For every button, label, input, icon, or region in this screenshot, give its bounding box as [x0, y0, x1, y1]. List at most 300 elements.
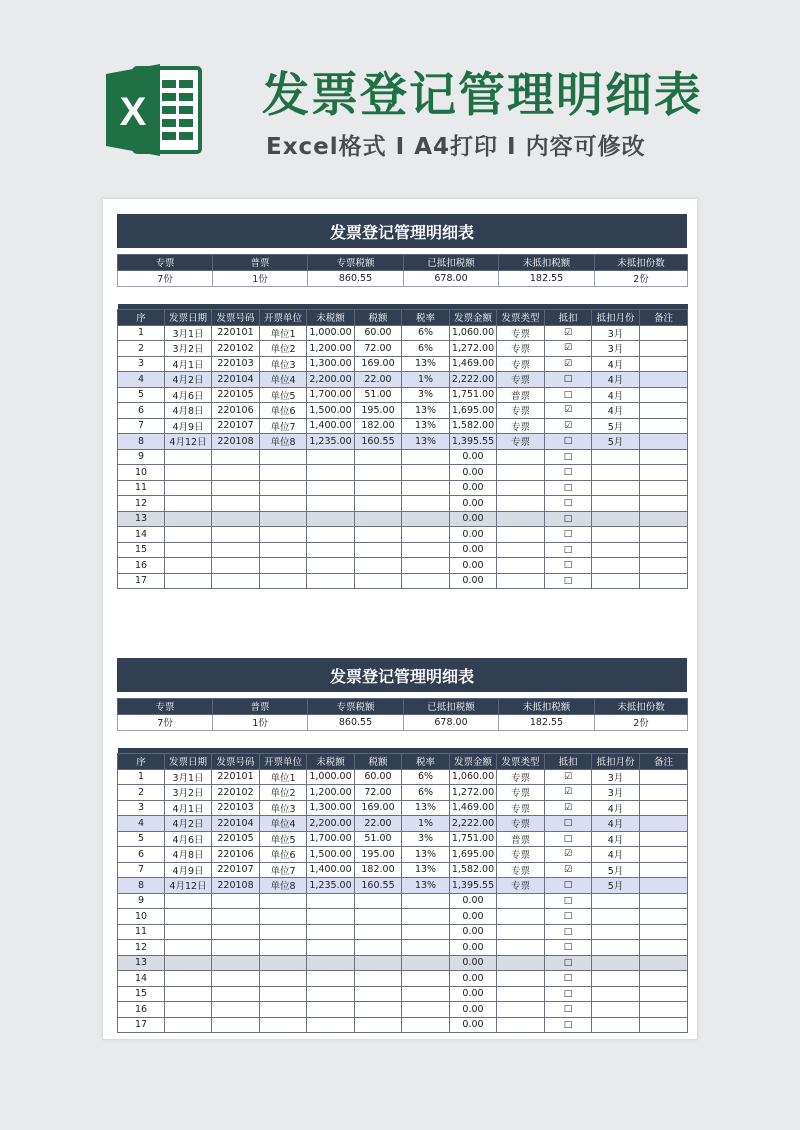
table-cell[interactable] [165, 1017, 212, 1033]
table-cell[interactable] [355, 986, 402, 1002]
table-cell[interactable] [640, 924, 688, 940]
deduct-checkbox[interactable]: □ [545, 1002, 592, 1018]
table-cell[interactable]: 9 [118, 893, 165, 909]
table-cell[interactable] [260, 1002, 307, 1018]
table-cell[interactable] [355, 542, 402, 558]
deduct-checkbox[interactable]: ☑ [545, 862, 592, 878]
table-cell[interactable] [165, 573, 212, 589]
table-cell[interactable]: 1,582.00 [450, 862, 497, 878]
table-cell[interactable]: 51.00 [355, 387, 402, 403]
table-cell[interactable]: 单位7 [260, 418, 307, 434]
table-cell[interactable] [165, 558, 212, 574]
table-cell[interactable] [212, 986, 260, 1002]
table-cell[interactable] [592, 1002, 640, 1018]
table-cell[interactable] [402, 955, 450, 971]
table-cell[interactable]: 4月12日 [165, 434, 212, 450]
table-cell[interactable] [592, 496, 640, 512]
table-cell[interactable]: 220103 [212, 800, 260, 816]
summary-value[interactable]: 182.55 [499, 714, 595, 730]
table-cell[interactable]: 1,469.00 [450, 800, 497, 816]
table-cell[interactable]: 6% [402, 769, 450, 785]
table-cell[interactable]: 22.00 [355, 372, 402, 388]
table-cell[interactable]: 5月 [592, 878, 640, 894]
table-cell[interactable]: 1% [402, 816, 450, 832]
table-cell[interactable]: 1,235.00 [307, 878, 355, 894]
table-cell[interactable]: 1,400.00 [307, 862, 355, 878]
table-cell[interactable] [307, 924, 355, 940]
table-cell[interactable] [402, 527, 450, 543]
table-cell[interactable] [497, 527, 545, 543]
table-cell[interactable]: 1,395.55 [450, 878, 497, 894]
table-cell[interactable] [165, 449, 212, 465]
table-cell[interactable]: 6% [402, 341, 450, 357]
table-cell[interactable]: 1,235.00 [307, 434, 355, 450]
table-cell[interactable]: 0.00 [450, 955, 497, 971]
table-cell[interactable]: 1,695.00 [450, 847, 497, 863]
table-cell[interactable]: 169.00 [355, 800, 402, 816]
table-cell[interactable]: 13% [402, 847, 450, 863]
table-cell[interactable] [592, 449, 640, 465]
table-cell[interactable] [402, 449, 450, 465]
table-cell[interactable]: 1,395.55 [450, 434, 497, 450]
table-cell[interactable] [497, 558, 545, 574]
table-cell[interactable]: 3月2日 [165, 785, 212, 801]
summary-value[interactable]: 678.00 [404, 270, 499, 286]
deduct-checkbox[interactable]: □ [545, 986, 592, 1002]
table-cell[interactable] [212, 511, 260, 527]
table-cell[interactable] [260, 465, 307, 481]
table-cell[interactable]: 专票 [497, 878, 545, 894]
table-cell[interactable]: 72.00 [355, 341, 402, 357]
table-cell[interactable]: 220101 [212, 769, 260, 785]
table-cell[interactable] [402, 971, 450, 987]
table-cell[interactable] [260, 558, 307, 574]
table-cell[interactable] [402, 986, 450, 1002]
table-cell[interactable]: 13% [402, 878, 450, 894]
deduct-checkbox[interactable]: □ [545, 831, 592, 847]
table-cell[interactable]: 0.00 [450, 893, 497, 909]
summary-value[interactable]: 1份 [213, 714, 308, 730]
table-cell[interactable] [497, 971, 545, 987]
table-cell[interactable]: 195.00 [355, 403, 402, 419]
table-cell[interactable]: 单位2 [260, 785, 307, 801]
table-cell[interactable] [402, 558, 450, 574]
table-cell[interactable]: 6% [402, 785, 450, 801]
table-cell[interactable] [260, 527, 307, 543]
table-cell[interactable] [402, 480, 450, 496]
table-cell[interactable]: 4月 [592, 831, 640, 847]
table-cell[interactable]: 0.00 [450, 449, 497, 465]
table-cell[interactable]: 220106 [212, 403, 260, 419]
table-cell[interactable] [402, 573, 450, 589]
table-cell[interactable] [640, 387, 688, 403]
deduct-checkbox[interactable]: □ [545, 924, 592, 940]
table-cell[interactable]: 4 [118, 372, 165, 388]
table-cell[interactable] [212, 893, 260, 909]
table-cell[interactable] [355, 449, 402, 465]
table-cell[interactable]: 13 [118, 955, 165, 971]
table-cell[interactable]: 3月1日 [165, 325, 212, 341]
deduct-checkbox[interactable]: ☑ [545, 403, 592, 419]
table-cell[interactable]: 单位1 [260, 769, 307, 785]
table-cell[interactable] [640, 862, 688, 878]
table-cell[interactable]: 单位8 [260, 434, 307, 450]
table-cell[interactable] [640, 816, 688, 832]
table-cell[interactable]: 220104 [212, 816, 260, 832]
table-cell[interactable]: 17 [118, 573, 165, 589]
deduct-checkbox[interactable]: □ [545, 573, 592, 589]
table-cell[interactable]: 1,000.00 [307, 769, 355, 785]
table-cell[interactable] [640, 356, 688, 372]
table-cell[interactable] [212, 955, 260, 971]
table-cell[interactable] [355, 1017, 402, 1033]
table-cell[interactable]: 3月 [592, 769, 640, 785]
table-cell[interactable] [260, 480, 307, 496]
table-cell[interactable]: 6 [118, 403, 165, 419]
table-cell[interactable]: 5 [118, 387, 165, 403]
table-cell[interactable] [307, 986, 355, 1002]
table-cell[interactable]: 1,695.00 [450, 403, 497, 419]
table-cell[interactable]: 220102 [212, 341, 260, 357]
table-cell[interactable] [212, 496, 260, 512]
table-cell[interactable]: 12 [118, 940, 165, 956]
table-cell[interactable]: 0.00 [450, 1002, 497, 1018]
table-cell[interactable]: 专票 [497, 785, 545, 801]
table-cell[interactable]: 1,272.00 [450, 341, 497, 357]
table-cell[interactable] [260, 449, 307, 465]
table-cell[interactable] [497, 465, 545, 481]
table-cell[interactable] [212, 1002, 260, 1018]
table-cell[interactable]: 10 [118, 909, 165, 925]
table-cell[interactable] [165, 527, 212, 543]
table-cell[interactable]: 3% [402, 831, 450, 847]
table-cell[interactable]: 单位6 [260, 403, 307, 419]
table-cell[interactable] [640, 1017, 688, 1033]
table-cell[interactable] [260, 955, 307, 971]
table-cell[interactable] [260, 542, 307, 558]
table-cell[interactable] [355, 573, 402, 589]
table-cell[interactable] [640, 496, 688, 512]
table-cell[interactable] [165, 465, 212, 481]
table-cell[interactable]: 3月2日 [165, 341, 212, 357]
table-cell[interactable]: 13% [402, 434, 450, 450]
table-cell[interactable] [592, 527, 640, 543]
table-cell[interactable] [402, 924, 450, 940]
table-cell[interactable] [307, 909, 355, 925]
table-cell[interactable]: 0.00 [450, 1017, 497, 1033]
table-cell[interactable]: 9 [118, 449, 165, 465]
table-cell[interactable]: 1 [118, 325, 165, 341]
table-cell[interactable]: 72.00 [355, 785, 402, 801]
table-cell[interactable] [640, 465, 688, 481]
summary-value[interactable]: 2份 [595, 714, 688, 730]
table-cell[interactable] [402, 511, 450, 527]
table-cell[interactable] [307, 573, 355, 589]
table-cell[interactable] [497, 986, 545, 1002]
table-cell[interactable] [212, 1017, 260, 1033]
table-cell[interactable] [592, 940, 640, 956]
table-cell[interactable] [497, 449, 545, 465]
table-cell[interactable]: 1,000.00 [307, 325, 355, 341]
table-cell[interactable]: 6 [118, 847, 165, 863]
table-cell[interactable]: 1,200.00 [307, 785, 355, 801]
table-cell[interactable]: 3月1日 [165, 769, 212, 785]
table-cell[interactable] [640, 769, 688, 785]
table-cell[interactable]: 160.55 [355, 434, 402, 450]
deduct-checkbox[interactable]: □ [545, 480, 592, 496]
table-cell[interactable]: 13 [118, 511, 165, 527]
table-cell[interactable] [212, 909, 260, 925]
table-cell[interactable]: 5月 [592, 418, 640, 434]
table-cell[interactable] [165, 542, 212, 558]
table-cell[interactable] [640, 372, 688, 388]
table-cell[interactable] [640, 434, 688, 450]
table-cell[interactable]: 2,222.00 [450, 816, 497, 832]
table-cell[interactable] [355, 480, 402, 496]
table-cell[interactable] [165, 924, 212, 940]
table-cell[interactable] [355, 465, 402, 481]
table-cell[interactable]: 0.00 [450, 511, 497, 527]
table-cell[interactable] [307, 955, 355, 971]
table-cell[interactable] [640, 878, 688, 894]
table-cell[interactable]: 专票 [497, 325, 545, 341]
table-cell[interactable]: 4月1日 [165, 356, 212, 372]
table-cell[interactable]: 3月 [592, 325, 640, 341]
table-cell[interactable] [260, 909, 307, 925]
summary-value[interactable]: 860.55 [308, 714, 404, 730]
table-cell[interactable]: 220104 [212, 372, 260, 388]
summary-value[interactable]: 678.00 [404, 714, 499, 730]
table-cell[interactable] [640, 785, 688, 801]
table-cell[interactable]: 0.00 [450, 465, 497, 481]
table-cell[interactable] [355, 1002, 402, 1018]
table-cell[interactable] [260, 893, 307, 909]
table-cell[interactable]: 4月9日 [165, 418, 212, 434]
table-cell[interactable]: 1,200.00 [307, 341, 355, 357]
table-cell[interactable] [592, 924, 640, 940]
table-cell[interactable] [640, 527, 688, 543]
table-cell[interactable]: 3 [118, 356, 165, 372]
table-cell[interactable]: 1,700.00 [307, 387, 355, 403]
deduct-checkbox[interactable]: □ [545, 1017, 592, 1033]
table-cell[interactable]: 5月 [592, 434, 640, 450]
deduct-checkbox[interactable]: □ [545, 465, 592, 481]
table-cell[interactable] [260, 1017, 307, 1033]
table-cell[interactable]: 7 [118, 862, 165, 878]
table-cell[interactable]: 单位3 [260, 800, 307, 816]
table-cell[interactable] [592, 558, 640, 574]
table-cell[interactable]: 11 [118, 480, 165, 496]
deduct-checkbox[interactable]: □ [545, 893, 592, 909]
table-cell[interactable] [640, 1002, 688, 1018]
deduct-checkbox[interactable]: □ [545, 527, 592, 543]
table-cell[interactable] [592, 511, 640, 527]
summary-value[interactable]: 7份 [118, 714, 213, 730]
table-cell[interactable] [640, 542, 688, 558]
table-cell[interactable]: 14 [118, 971, 165, 987]
table-cell[interactable] [592, 480, 640, 496]
table-cell[interactable]: 0.00 [450, 986, 497, 1002]
table-cell[interactable]: 195.00 [355, 847, 402, 863]
table-cell[interactable] [640, 558, 688, 574]
table-cell[interactable]: 17 [118, 1017, 165, 1033]
table-cell[interactable] [640, 909, 688, 925]
table-cell[interactable]: 专票 [497, 769, 545, 785]
summary-value[interactable]: 7份 [118, 270, 213, 286]
table-cell[interactable]: 普票 [497, 387, 545, 403]
table-cell[interactable]: 2,222.00 [450, 372, 497, 388]
table-cell[interactable]: 专票 [497, 862, 545, 878]
table-cell[interactable] [355, 971, 402, 987]
table-cell[interactable]: 13% [402, 800, 450, 816]
table-cell[interactable]: 220101 [212, 325, 260, 341]
table-cell[interactable]: 2,200.00 [307, 816, 355, 832]
table-cell[interactable] [212, 924, 260, 940]
table-cell[interactable] [497, 511, 545, 527]
deduct-checkbox[interactable]: ☑ [545, 356, 592, 372]
table-cell[interactable]: 16 [118, 558, 165, 574]
table-cell[interactable] [307, 496, 355, 512]
table-cell[interactable] [212, 527, 260, 543]
table-cell[interactable]: 4月9日 [165, 862, 212, 878]
table-cell[interactable] [307, 449, 355, 465]
table-cell[interactable]: 1,751.00 [450, 387, 497, 403]
table-cell[interactable]: 160.55 [355, 878, 402, 894]
table-cell[interactable] [165, 1002, 212, 1018]
deduct-checkbox[interactable]: ☑ [545, 769, 592, 785]
table-cell[interactable] [212, 465, 260, 481]
table-cell[interactable]: 2,200.00 [307, 372, 355, 388]
table-cell[interactable] [165, 496, 212, 512]
table-cell[interactable] [640, 511, 688, 527]
table-cell[interactable] [355, 955, 402, 971]
table-cell[interactable]: 4 [118, 816, 165, 832]
table-cell[interactable]: 2 [118, 785, 165, 801]
deduct-checkbox[interactable]: □ [545, 496, 592, 512]
table-cell[interactable]: 1,400.00 [307, 418, 355, 434]
table-cell[interactable]: 0.00 [450, 496, 497, 512]
table-cell[interactable]: 单位1 [260, 325, 307, 341]
table-cell[interactable]: 8 [118, 878, 165, 894]
table-cell[interactable] [212, 480, 260, 496]
table-cell[interactable] [592, 893, 640, 909]
table-cell[interactable] [165, 940, 212, 956]
table-cell[interactable] [355, 924, 402, 940]
deduct-checkbox[interactable]: □ [545, 558, 592, 574]
table-cell[interactable]: 4月8日 [165, 403, 212, 419]
table-cell[interactable]: 220108 [212, 434, 260, 450]
table-cell[interactable] [165, 986, 212, 1002]
table-cell[interactable] [402, 1002, 450, 1018]
table-cell[interactable] [592, 955, 640, 971]
table-cell[interactable]: 4月 [592, 372, 640, 388]
table-cell[interactable] [307, 527, 355, 543]
table-cell[interactable] [212, 558, 260, 574]
deduct-checkbox[interactable]: □ [545, 387, 592, 403]
table-cell[interactable]: 3% [402, 387, 450, 403]
table-cell[interactable] [260, 986, 307, 1002]
table-cell[interactable] [640, 573, 688, 589]
table-cell[interactable]: 专票 [497, 434, 545, 450]
table-cell[interactable]: 1,500.00 [307, 847, 355, 863]
table-cell[interactable] [355, 893, 402, 909]
table-cell[interactable]: 单位4 [260, 816, 307, 832]
summary-value[interactable]: 2份 [595, 270, 688, 286]
table-cell[interactable] [307, 1017, 355, 1033]
table-cell[interactable] [592, 542, 640, 558]
table-cell[interactable]: 5月 [592, 862, 640, 878]
table-cell[interactable]: 4月 [592, 800, 640, 816]
table-cell[interactable]: 220107 [212, 862, 260, 878]
table-cell[interactable]: 1 [118, 769, 165, 785]
table-cell[interactable] [640, 986, 688, 1002]
table-cell[interactable]: 1,300.00 [307, 356, 355, 372]
table-cell[interactable] [260, 971, 307, 987]
table-cell[interactable] [640, 971, 688, 987]
table-cell[interactable]: 4月8日 [165, 847, 212, 863]
table-cell[interactable] [212, 971, 260, 987]
table-cell[interactable] [592, 1017, 640, 1033]
table-cell[interactable] [402, 893, 450, 909]
table-cell[interactable] [212, 542, 260, 558]
deduct-checkbox[interactable]: □ [545, 449, 592, 465]
table-cell[interactable]: 1,060.00 [450, 769, 497, 785]
table-cell[interactable] [497, 955, 545, 971]
table-cell[interactable] [355, 940, 402, 956]
table-cell[interactable]: 220103 [212, 356, 260, 372]
table-cell[interactable]: 0.00 [450, 924, 497, 940]
table-cell[interactable]: 4月 [592, 387, 640, 403]
table-cell[interactable]: 182.00 [355, 418, 402, 434]
table-cell[interactable] [640, 847, 688, 863]
table-cell[interactable]: 0.00 [450, 573, 497, 589]
table-cell[interactable]: 专票 [497, 372, 545, 388]
summary-value[interactable]: 860.55 [308, 270, 404, 286]
table-cell[interactable] [307, 511, 355, 527]
table-cell[interactable] [497, 1002, 545, 1018]
table-cell[interactable]: 5 [118, 831, 165, 847]
table-cell[interactable] [640, 955, 688, 971]
table-cell[interactable] [165, 511, 212, 527]
table-cell[interactable]: 4月2日 [165, 372, 212, 388]
table-cell[interactable]: 4月12日 [165, 878, 212, 894]
table-cell[interactable]: 7 [118, 418, 165, 434]
table-cell[interactable]: 单位5 [260, 831, 307, 847]
table-cell[interactable]: 60.00 [355, 325, 402, 341]
table-cell[interactable]: 220108 [212, 878, 260, 894]
table-cell[interactable] [640, 418, 688, 434]
table-cell[interactable]: 220102 [212, 785, 260, 801]
table-cell[interactable]: 6% [402, 325, 450, 341]
table-cell[interactable] [592, 465, 640, 481]
table-cell[interactable] [165, 955, 212, 971]
table-cell[interactable] [260, 924, 307, 940]
table-cell[interactable] [307, 940, 355, 956]
table-cell[interactable] [307, 971, 355, 987]
table-cell[interactable]: 单位2 [260, 341, 307, 357]
table-cell[interactable]: 220105 [212, 831, 260, 847]
table-cell[interactable]: 1,700.00 [307, 831, 355, 847]
table-cell[interactable]: 0.00 [450, 527, 497, 543]
table-cell[interactable] [640, 449, 688, 465]
table-cell[interactable]: 13% [402, 356, 450, 372]
table-cell[interactable]: 220105 [212, 387, 260, 403]
table-cell[interactable]: 4月6日 [165, 831, 212, 847]
table-cell[interactable]: 220107 [212, 418, 260, 434]
deduct-checkbox[interactable]: □ [545, 940, 592, 956]
table-cell[interactable] [592, 909, 640, 925]
table-cell[interactable]: 15 [118, 986, 165, 1002]
